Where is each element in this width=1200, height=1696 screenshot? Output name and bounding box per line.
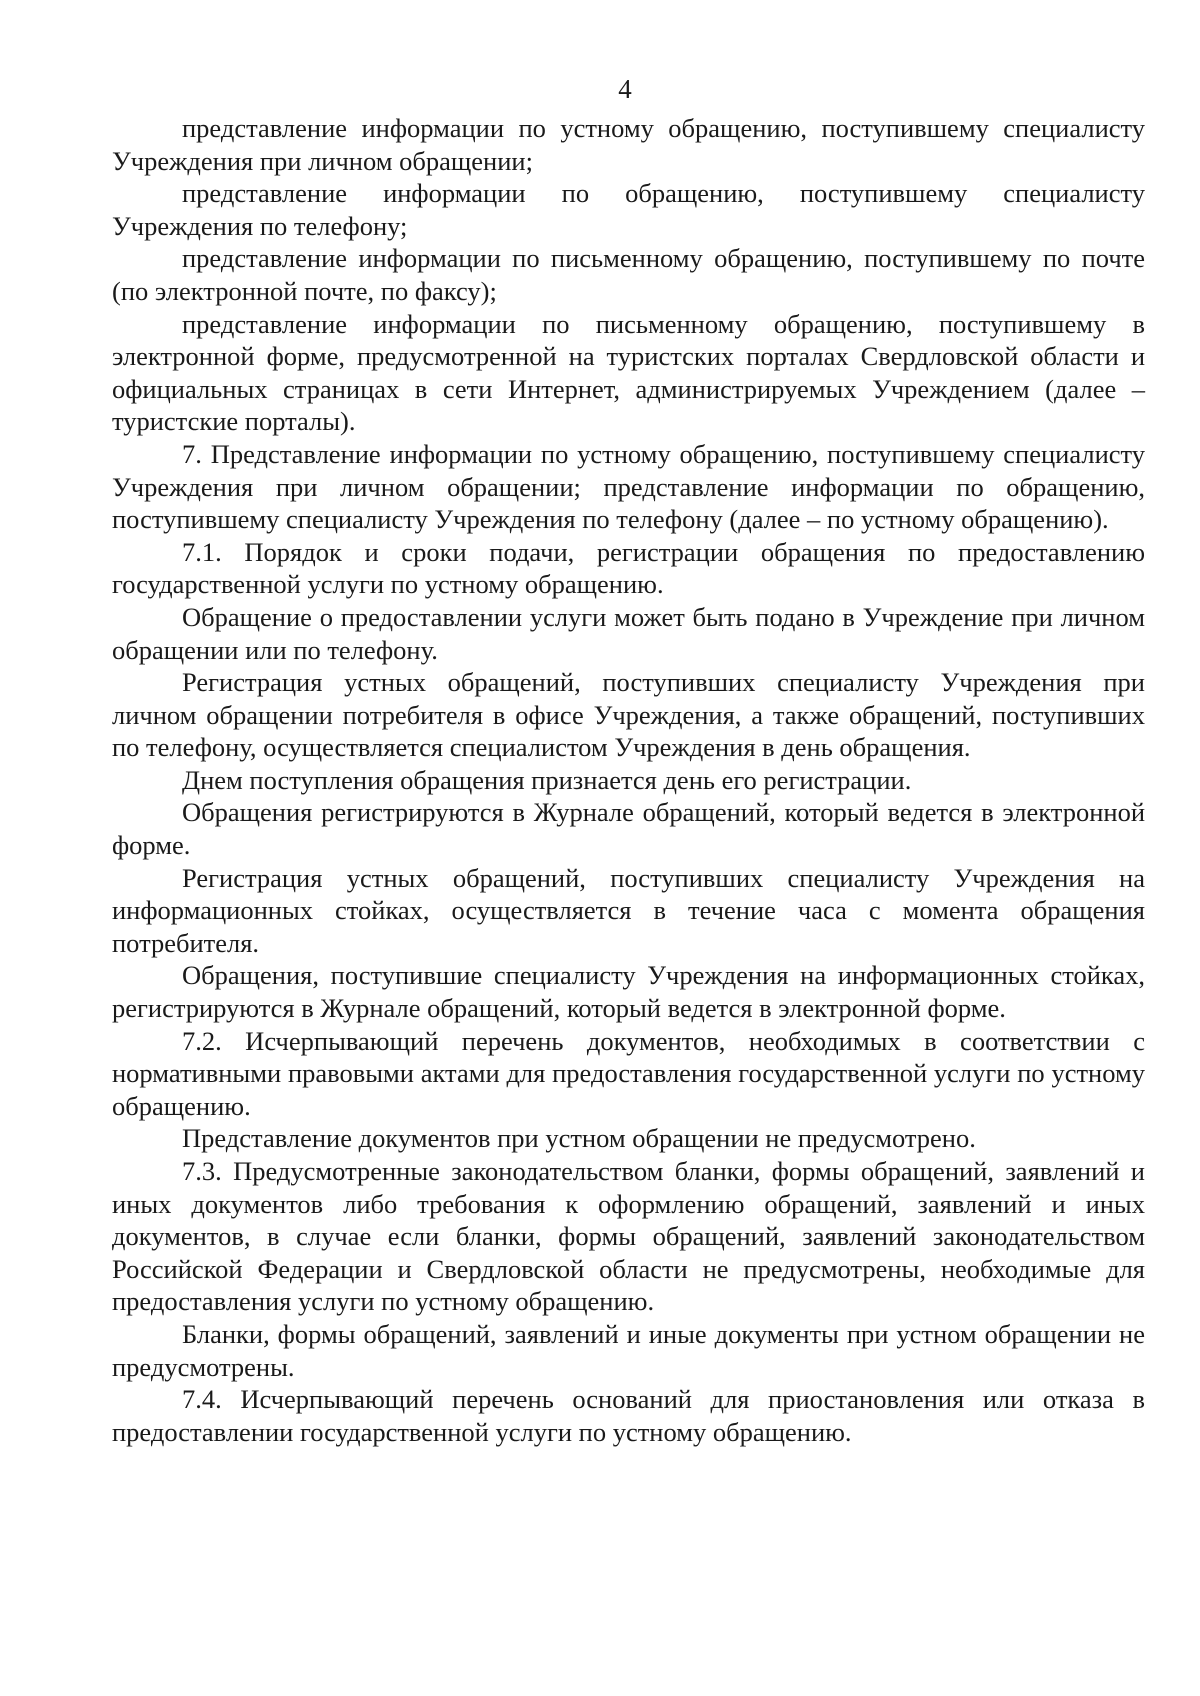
section-7-4-paragraph: 7.4. Исчерпывающий перечень оснований для приостановления или отказа в предоставлении государственной услуги по устному обращению. (112, 1384, 1145, 1447)
paragraph: представление информации по письменному обращению, поступившему по почте (по электронной почте, по факсу); (112, 243, 1145, 306)
paragraph: Обращения, поступившие специалисту Учреждения на информационных стойках, регистрируются в Журнале обращений, который ведется в электронной форме. (112, 960, 1145, 1024)
paragraph: Обращения регистрируются в Журнале обращений, который ведется в электронной форме. (112, 797, 1145, 861)
section-7-paragraph: 7. Представление информации по устному обращению, поступившему специалисту Учреждения при личном обращении; представление информации по обращению, поступившему специалисту Учреждения по телефону (далее – по устному обращению). (112, 438, 1145, 535)
paragraph: Регистрация устных обращений, поступивших специалисту Учреждения при личном обращении потребителя в офисе Учреждения, а также обращений, поступивших по телефону, осуществляется специалистом Учреждения в день обращения. (112, 667, 1145, 763)
paragraph: Представление документов при устном обращении не предусмотрено. (182, 1123, 976, 1154)
paragraph: Днем поступления обращения признается день его регистрации. (182, 764, 912, 795)
paragraph: представление информации по обращению, поступившему специалисту Учреждения по телефону; (112, 178, 1145, 241)
page-number: 4 (618, 74, 632, 104)
document-body (112, 112, 1145, 1448)
paragraph: Регистрация устных обращений, поступивших специалисту Учреждения на информационных стойках, осуществляется в течение часа с момента обращения потребителя. (112, 862, 1145, 958)
paragraph: Обращение о предоставлении услуги может быть подано в Учреждение при личном обращении или по телефону. (112, 601, 1145, 665)
section-7-3-paragraph: 7.3. Предусмотренные законодательством бланки, формы обращений, заявлений и иных документов либо требования к оформлению обращений, заявлений и иных документов, в случае если бланки, формы обращений, заявлений законодательством Российской Федерации и Свердловской области не предусмотрены, необходимые для предоставления услуги по устному обращению. (112, 1156, 1145, 1317)
paragraph: Бланки, формы обращений, заявлений и иные документы при устном обращении не предусмотрены. (112, 1318, 1145, 1382)
section-7-1-paragraph: 7.1. Порядок и сроки подачи, регистрации обращения по предоставлению государственной услуги по устному обращению. (112, 536, 1145, 600)
section-7-2-paragraph: 7.2. Исчерпывающий перечень документов, необходимых в соответствии с нормативными правовыми актами для предоставления государственной услуги по устному обращению. (112, 1025, 1145, 1121)
paragraph: представление информации по устному обращению, поступившему специалисту Учреждения при личном обращении; (112, 113, 1145, 176)
paragraph: представление информации по письменному обращению, поступившему в электронной форме, предусмотренной на туристских порталах Свердловской области и официальных страницах в сети Интернет, администрируемых Учреждением (далее – туристские порталы). (112, 308, 1145, 437)
